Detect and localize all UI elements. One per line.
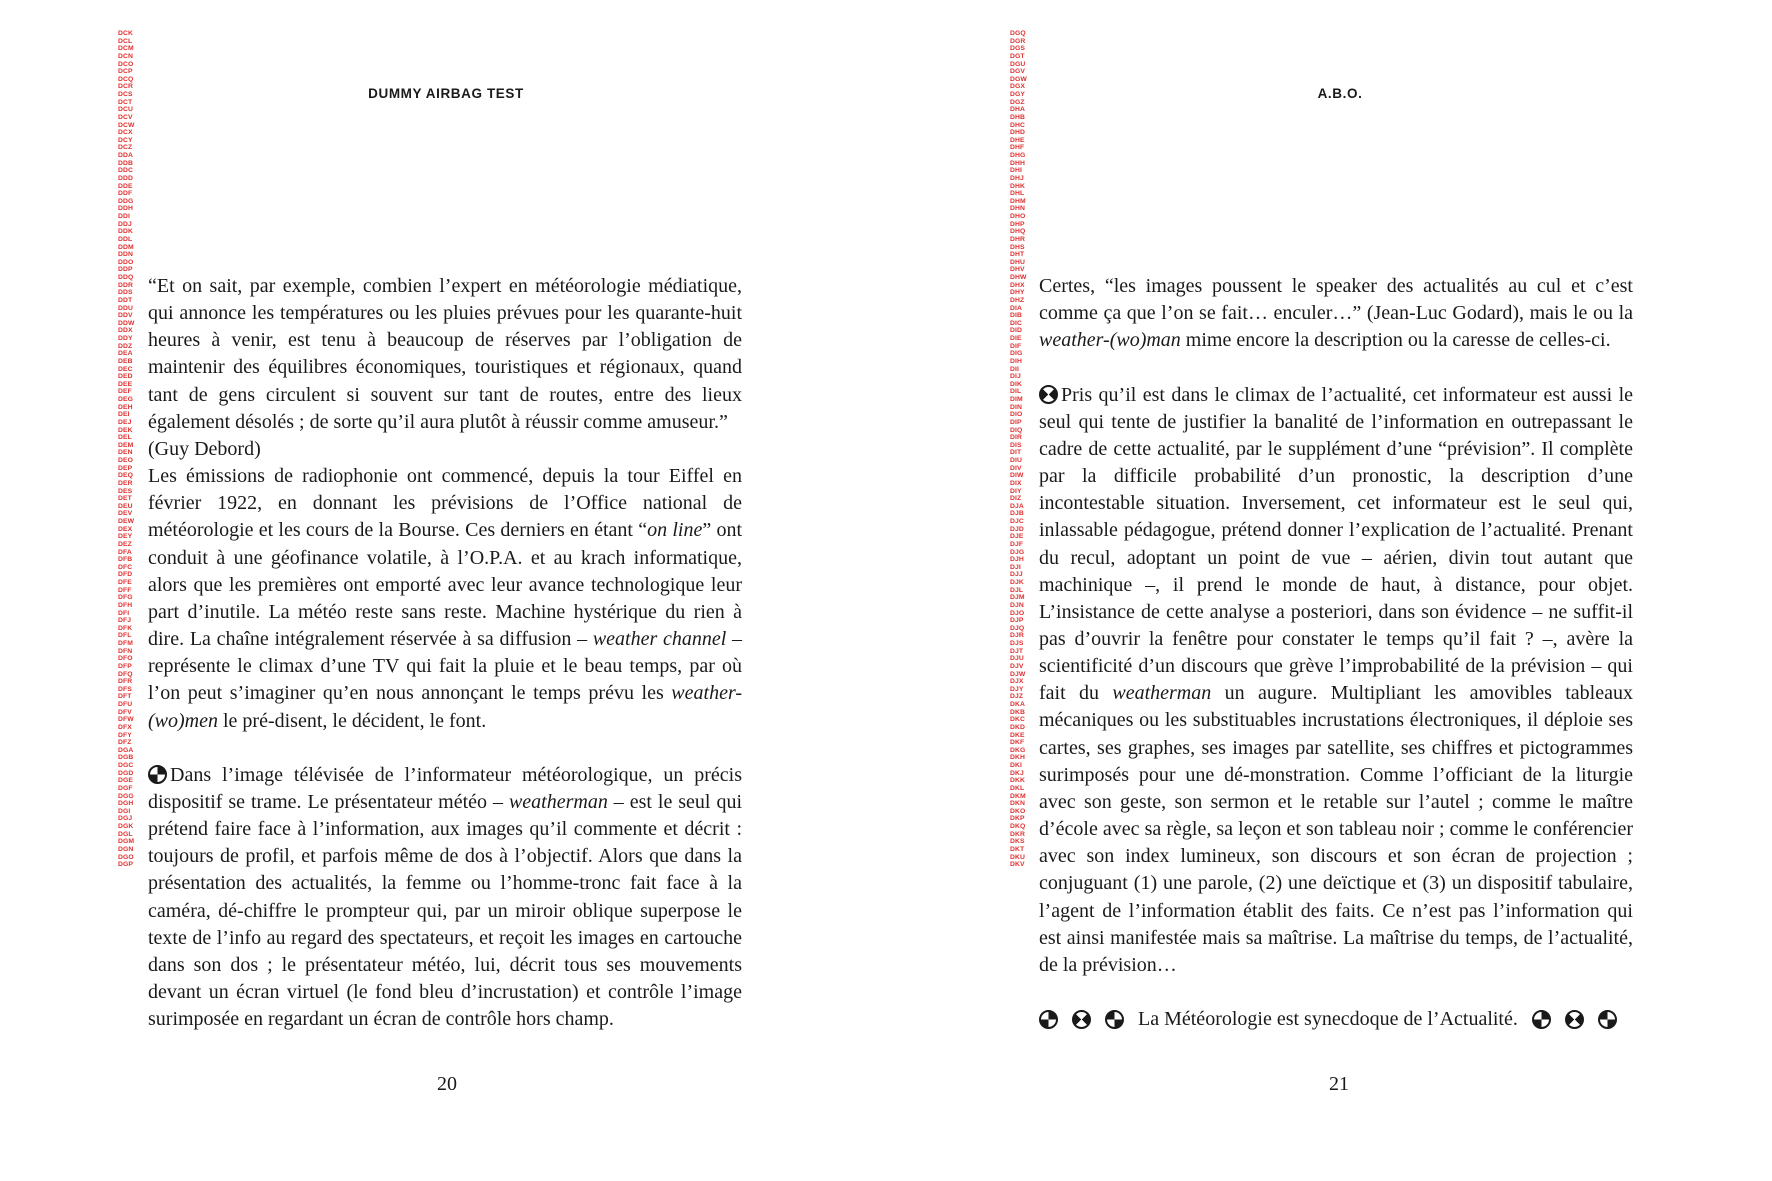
margin-code: DDJ	[118, 220, 132, 228]
margin-code: DKD	[1010, 723, 1026, 731]
body-text	[1039, 273, 1633, 1033]
margin-code: DGV	[1010, 68, 1026, 76]
text-run: mime encore la description ou la caresse de celles-ci.	[1180, 329, 1611, 352]
italic-run: weather-(wo)men	[148, 682, 742, 732]
margin-code: DKB	[1010, 708, 1026, 716]
margin-code: DDS	[118, 289, 133, 297]
margin-code: DFB	[118, 556, 133, 564]
margin-code: DED	[118, 373, 133, 381]
italic-run: weather-(wo)man	[1039, 329, 1181, 352]
margin-code: DGE	[118, 777, 134, 785]
margin-code: DFS	[118, 685, 132, 693]
margin-code: DEL	[118, 434, 132, 442]
margin-code: DJJ	[1010, 571, 1023, 579]
margin-code: DKT	[1010, 845, 1025, 853]
margin-code: DHA	[1010, 106, 1026, 114]
quote-paragraph	[148, 273, 742, 463]
margin-code: DEI	[118, 411, 130, 419]
margin-code: DEK	[118, 426, 133, 434]
text-run: Certes, “les images poussent le speaker des actualités au cul et c’est comme ça que l’on se fait… enculer…” (Jean-Luc Godard), mais le ou la	[1039, 275, 1633, 325]
margin-code: DCK	[118, 30, 134, 37]
margin-code: DGI	[118, 807, 131, 815]
margin-code: DCQ	[118, 75, 134, 83]
margin-code: DHG	[1010, 152, 1026, 159]
margin-code: DHC	[1010, 121, 1026, 129]
page-number: 21	[1329, 1073, 1349, 1095]
margin-code: DJH	[1010, 556, 1024, 564]
margin-code: DIX	[1010, 479, 1022, 487]
margin-code: DKS	[1010, 838, 1025, 846]
closing-line	[1039, 1006, 1633, 1033]
margin-code: DEQ	[118, 472, 134, 480]
margin-code: DEB	[118, 357, 133, 365]
margin-code: DKU	[1010, 853, 1026, 861]
margin-code: DJY	[1010, 685, 1024, 693]
margin-code: DJF	[1010, 540, 1024, 548]
margin-code: DHN	[1010, 205, 1026, 213]
margin-code: DEP	[118, 464, 133, 472]
margin-code: DDX	[118, 327, 133, 335]
margin-code: DIC	[1010, 319, 1023, 327]
margin-code: DDB	[118, 159, 134, 167]
margin-code: DHE	[1010, 136, 1025, 144]
margin-code: DID	[1010, 327, 1023, 335]
margin-code: DGJ	[118, 815, 133, 823]
page-number: 20	[437, 1073, 457, 1095]
margin-code: DEZ	[118, 540, 132, 548]
crash-test-dial-icon	[1039, 385, 1058, 404]
margin-code: DKA	[1010, 701, 1026, 708]
margin-code: DIG	[1010, 350, 1023, 358]
margin-code: DDW	[118, 319, 135, 327]
margin-code: DFE	[118, 579, 132, 586]
margin-code: DFC	[118, 563, 133, 571]
margin-code: DFA	[118, 548, 132, 556]
margin-code: DGP	[118, 861, 134, 869]
running-head: DUMMY AIRBAG TEST	[368, 86, 524, 101]
crash-test-dial-icon	[1105, 1010, 1124, 1029]
margin-code: DJX	[1010, 678, 1024, 686]
margin-code: DKP	[1010, 815, 1025, 823]
margin-code: DER	[118, 479, 133, 487]
margin-code: DGG	[118, 792, 134, 800]
margin-code: DDR	[118, 281, 134, 289]
margin-code: DCO	[118, 60, 134, 68]
margin-code: DDK	[118, 228, 134, 236]
margin-code: DFU	[118, 701, 133, 708]
margin-code: DGZ	[1010, 98, 1025, 106]
margin-code: DFW	[118, 716, 134, 724]
margin-code: DKF	[1010, 739, 1025, 747]
margin-code: DCN	[118, 52, 134, 60]
margin-code: DJS	[1010, 640, 1024, 647]
margin-code: DII	[1010, 365, 1019, 373]
italic-run: weatherman	[508, 790, 608, 813]
margin-code: DGY	[1010, 91, 1026, 98]
margin-code: DHL	[1010, 190, 1025, 198]
margin-code: DHY	[1010, 289, 1025, 297]
margin-code: DKO	[1010, 807, 1026, 815]
paragraph	[1039, 273, 1633, 354]
margin-code: DIU	[1010, 457, 1023, 464]
margin-code-column	[118, 30, 140, 869]
margin-code: DHF	[1010, 144, 1025, 152]
margin-code: DJT	[1010, 647, 1024, 655]
margin-code: DFO	[118, 655, 133, 663]
margin-code: DDH	[118, 205, 134, 213]
crash-test-dial-icon	[148, 765, 167, 784]
margin-code: DDI	[118, 213, 131, 220]
margin-code: DHR	[1010, 235, 1026, 243]
margin-code: DFD	[118, 571, 133, 579]
margin-code: DFR	[118, 678, 133, 686]
paragraph	[148, 762, 742, 1034]
margin-code: DJO	[1010, 609, 1025, 617]
margin-code: DKJ	[1010, 769, 1024, 777]
margin-code: DEX	[118, 525, 133, 533]
crash-test-dial-icon	[1039, 1010, 1058, 1029]
margin-code: DDT	[118, 296, 133, 304]
text-run: – est le seul qui prétend faire face à l’information, aux images qu’il commente et décrit : toujours de profil, et parfois même de dos à l’objectif. Alors que dans la présentation des actualités, la femme ou l’homme-tronc fait face à la caméra, dé-chiffre le prompteur qui, par un miroir oblique superpose le texte de l’info au regard des spectateurs, et reçoit les images en cartouche dans son dos ; le présentateur météo, lui, décrit tous ses mouvements devant un écran virtuel (le fond bleu d’incrustation) et contrôle l’image surimposée en regardant un écran de contrôle hors champ.	[148, 790, 742, 1031]
margin-code: DHW	[1010, 274, 1027, 281]
margin-code: DEM	[118, 441, 134, 449]
margin-code: DKI	[1010, 762, 1023, 769]
margin-code: DJQ	[1010, 624, 1025, 632]
margin-code: DGC	[118, 762, 134, 769]
crash-test-dial-icon	[1532, 1010, 1551, 1029]
paragraph	[148, 463, 742, 735]
margin-code: DCX	[118, 129, 133, 137]
margin-code: DEW	[118, 518, 135, 525]
text-run: Dans l’image télévisée de l’informateur météorologique, un précis dispositif se trame. Le présentateur météo –	[148, 763, 742, 813]
margin-code: DCW	[118, 121, 135, 129]
margin-code: DDF	[118, 190, 133, 198]
margin-code: DJZ	[1010, 693, 1024, 701]
margin-code: DKL	[1010, 784, 1025, 792]
margin-code: DFF	[118, 586, 132, 594]
margin-code: DGA	[118, 746, 134, 754]
margin-code: DDY	[118, 335, 133, 342]
right-page	[886, 0, 1772, 1181]
quote-text: “Et on sait, par exemple, combien l’expert en météorologie médiatique, qui annonce les températures ou les pluies prévues pour les quarante-huit heures à venir, est tenu à beaucoup de réserves par l’obligation de maintenir des équilibres économiques, touristiques et régionaux, quand tant de gens circulent si souvent sur tant de routes, entre des lieux également désolés ; de sorte qu’il aura plutôt à réussir comme amuseur.”	[148, 275, 742, 433]
margin-code: DGH	[118, 800, 134, 808]
margin-code: DKE	[1010, 731, 1025, 739]
margin-code: DIZ	[1010, 495, 1022, 503]
margin-code: DEV	[118, 510, 133, 518]
margin-code: DHB	[1010, 113, 1026, 121]
margin-code: DDV	[118, 312, 133, 320]
margin-code: DIN	[1010, 403, 1023, 411]
margin-code: DEO	[118, 457, 134, 464]
closing-statement: La Météorologie est synecdoque de l’Actualité.	[1138, 1008, 1518, 1031]
margin-code: DIK	[1010, 380, 1023, 388]
margin-code: DJM	[1010, 594, 1025, 602]
margin-code: DJE	[1010, 533, 1024, 541]
margin-code: DFM	[118, 640, 134, 647]
margin-code: DKR	[1010, 830, 1026, 838]
margin-code: DFZ	[118, 739, 132, 747]
italic-run: weather channel	[592, 628, 727, 651]
margin-code: DFV	[118, 708, 132, 716]
margin-code: DHJ	[1010, 174, 1024, 182]
margin-code: DGD	[118, 769, 134, 777]
margin-code: DCS	[118, 91, 133, 98]
margin-code: DGB	[118, 754, 134, 762]
margin-code: DHS	[1010, 243, 1025, 251]
margin-code: DGF	[118, 784, 133, 792]
margin-code: DHV	[1010, 266, 1025, 274]
margin-code: DHI	[1010, 167, 1023, 175]
paragraph	[1039, 382, 1633, 979]
margin-code: DHM	[1010, 197, 1026, 205]
margin-code: DJC	[1010, 518, 1024, 525]
crash-test-dial-icon	[1565, 1010, 1584, 1029]
margin-code: DJU	[1010, 655, 1024, 663]
text-run: – représente le climax d’une TV qui fait la pluie et le beau temps, par où l’on peut s’imaginer qu’en nous annonçant le temps prévu les	[148, 628, 742, 705]
margin-code: DFH	[118, 601, 133, 609]
margin-code: DFQ	[118, 670, 133, 678]
margin-code: DJA	[1010, 502, 1024, 510]
margin-code: DJD	[1010, 525, 1024, 533]
margin-code: DDL	[118, 235, 133, 243]
margin-code: DFN	[118, 647, 133, 655]
margin-code: DFL	[118, 632, 132, 640]
margin-code: DIF	[1010, 342, 1022, 350]
margin-code: DIS	[1010, 441, 1022, 449]
margin-code: DEG	[118, 396, 134, 403]
margin-code: DDE	[118, 182, 133, 190]
margin-code: DCU	[118, 106, 134, 114]
margin-code: DJW	[1010, 670, 1026, 678]
margin-code: DDG	[118, 197, 134, 205]
margin-code: DCZ	[118, 144, 133, 152]
margin-code: DIY	[1010, 487, 1022, 495]
margin-code: DFG	[118, 594, 133, 602]
margin-code: DFJ	[118, 617, 132, 625]
margin-code: DHP	[1010, 220, 1025, 228]
margin-code: DGT	[1010, 52, 1025, 60]
margin-code: DGW	[1010, 75, 1027, 83]
margin-code: DKQ	[1010, 823, 1026, 830]
margin-code: DEC	[118, 365, 133, 373]
margin-code: DHH	[1010, 159, 1026, 167]
margin-code: DFY	[118, 731, 132, 739]
margin-code: DJV	[1010, 662, 1024, 670]
margin-code: DDU	[118, 304, 134, 312]
margin-code: DIB	[1010, 312, 1023, 320]
margin-code: DJK	[1010, 579, 1024, 586]
text-run: Les émissions de radiophonie ont commencé, depuis la tour Eiffel en février 1922, en donnant les prévisions de l’Office national de météorologie et les cours de la Bourse. Ces derniers en étant “	[148, 465, 742, 542]
margin-code: DDO	[118, 258, 134, 266]
margin-code: DDN	[118, 251, 134, 259]
margin-code: DJP	[1010, 617, 1024, 625]
margin-code: DFT	[118, 693, 132, 701]
margin-code: DGQ	[1010, 30, 1026, 37]
margin-code: DJB	[1010, 510, 1024, 518]
margin-code: DIM	[1010, 396, 1023, 403]
text-run: un augure. Multipliant les amovibles tableaux mécaniques ou les substituables incrustations électroniques, il déploie ses cartes, ses graphes, ses images par satellite, ses chiffres et pictogrammes surimposés pour une dé-monstration. Comme l’officiant de la liturgie avec son geste, son sermon et le retable sur l’autel ; comme le maître d’école avec sa règle, sa leçon et son tableau noir ; comme le conférencier avec son index lumineux, son discours et son écran de projection ; conjuguant (1) une parole, (2) une deïctique et (3) un dispositif tabulaire, l’agent de l’information établit des faits. Ce n’est pas l’information qui est ainsi manifestée mais sa maîtrise. La maîtrise du temps, de l’actualité, de la prévision…	[1039, 682, 1633, 976]
text-run: Pris qu’il est dans le climax de l’actualité, cet informateur est aussi le seul qui tente de justifier la banalité de l’information en outrepassant le cadre de cette actualité, par le supplément d’une “prévision”. Il complète par la difficile probabilité d’un pronostic, la description d’une incontestable situation. Inversement, cet informateur est le seul qui, inlassable pédagogue, prétend donner l’explication de l’actualité. Prenant du recul, adoptant un point de vue – aérien, divin tout autant que machinique –, il prend le monde de haut, à distance, pour objet. L’insistance de cette analyse a posteriori, dans son évidence – ne suffit-il pas d’ouvrir la fenêtre pour constater le temps qu’il fait ? –, avère la scientificité d’un discours que grève l’improbabilité de la prévision – qui fait du	[1039, 383, 1633, 705]
margin-code: DDA	[118, 152, 134, 159]
margin-code: DHT	[1010, 251, 1025, 259]
margin-code: DIP	[1010, 418, 1022, 426]
quote-author: (Guy Debord)	[148, 437, 261, 460]
margin-code: DEH	[118, 403, 133, 411]
margin-code: DCP	[118, 68, 133, 76]
margin-code: DFP	[118, 662, 132, 670]
margin-code: DIQ	[1010, 426, 1023, 434]
margin-code: DIL	[1010, 388, 1022, 396]
margin-code: DCV	[118, 113, 133, 121]
margin-code: DGX	[1010, 83, 1026, 91]
margin-code: DEJ	[118, 418, 132, 426]
italic-run: on line	[647, 519, 703, 542]
margin-code: DKC	[1010, 716, 1026, 724]
margin-code: DHO	[1010, 213, 1026, 220]
italic-run: weatherman	[1112, 682, 1212, 705]
margin-code: DDP	[118, 266, 133, 274]
margin-code: DGN	[118, 845, 134, 853]
margin-code: DIR	[1010, 434, 1023, 442]
margin-code: DFX	[118, 723, 132, 731]
margin-code: DGK	[118, 823, 134, 830]
margin-code: DES	[118, 487, 133, 495]
margin-code: DKG	[1010, 746, 1026, 754]
crash-test-dial-icon	[1072, 1010, 1091, 1029]
margin-code: DCT	[118, 98, 133, 106]
margin-code: DJI	[1010, 563, 1021, 571]
margin-code: DDZ	[118, 342, 133, 350]
margin-code: DET	[118, 495, 132, 503]
margin-code: DKH	[1010, 754, 1026, 762]
dial-group	[1532, 1010, 1617, 1029]
text-run: ” ont conduit à une géofinance volatile, à l’O.P.A. et au krach informatique, alors que les premières ont emporté avec leur avance technologique leur part d’inutile. La météo reste sans reste. Machine hystérique du rien à dire. La chaîne intégralement réservée à sa diffusion –	[148, 519, 742, 651]
margin-code: DKM	[1010, 792, 1026, 800]
margin-code: DIE	[1010, 335, 1022, 342]
margin-code: DKV	[1010, 861, 1025, 869]
margin-code: DJL	[1010, 586, 1024, 594]
margin-code: DGL	[118, 830, 133, 838]
margin-code: DHD	[1010, 129, 1026, 137]
margin-code: DHX	[1010, 281, 1025, 289]
margin-code: DEU	[118, 502, 133, 510]
margin-code: DEY	[118, 533, 133, 541]
margin-code: DHQ	[1010, 228, 1026, 236]
margin-code: DIW	[1010, 472, 1024, 480]
margin-code: DJG	[1010, 548, 1025, 556]
margin-code: DGO	[118, 853, 134, 861]
margin-code: DIV	[1010, 464, 1022, 472]
margin-code: DDD	[118, 174, 134, 182]
margin-code: DHU	[1010, 258, 1026, 266]
margin-code: DHK	[1010, 182, 1026, 190]
margin-code: DKK	[1010, 777, 1026, 785]
body-text	[148, 273, 742, 1033]
margin-code: DGR	[1010, 37, 1026, 45]
crash-test-dial-icon	[1598, 1010, 1617, 1029]
margin-code: DIA	[1010, 304, 1023, 312]
margin-code: DCY	[118, 136, 133, 144]
margin-code: DDM	[118, 243, 134, 251]
margin-code: DIH	[1010, 357, 1023, 365]
margin-code: DGU	[1010, 60, 1026, 68]
margin-code: DEA	[118, 350, 133, 358]
margin-code: DIO	[1010, 411, 1023, 419]
margin-code: DJR	[1010, 632, 1024, 640]
running-head: A.B.O.	[1317, 86, 1363, 101]
margin-code: DCL	[118, 37, 133, 45]
dial-group	[1039, 1010, 1124, 1029]
margin-code: DFI	[118, 609, 130, 617]
margin-code: DIJ	[1010, 373, 1021, 381]
margin-code: DKN	[1010, 800, 1026, 808]
margin-code: DGM	[118, 838, 135, 846]
margin-code: DJN	[1010, 601, 1024, 609]
margin-code-column	[1010, 30, 1032, 869]
margin-code: DHZ	[1010, 296, 1025, 304]
margin-code: DDQ	[118, 274, 134, 281]
margin-code: DEN	[118, 449, 133, 457]
margin-code: DGS	[1010, 45, 1026, 53]
margin-code: DFK	[118, 624, 133, 632]
margin-code: DDC	[118, 167, 134, 175]
margin-code: DIT	[1010, 449, 1022, 457]
text-run: le pré-disent, le décident, le font.	[217, 709, 487, 732]
margin-code: DCR	[118, 83, 134, 91]
margin-code: DEE	[118, 380, 133, 388]
margin-code: DEF	[118, 388, 132, 396]
margin-code: DCM	[118, 45, 134, 53]
